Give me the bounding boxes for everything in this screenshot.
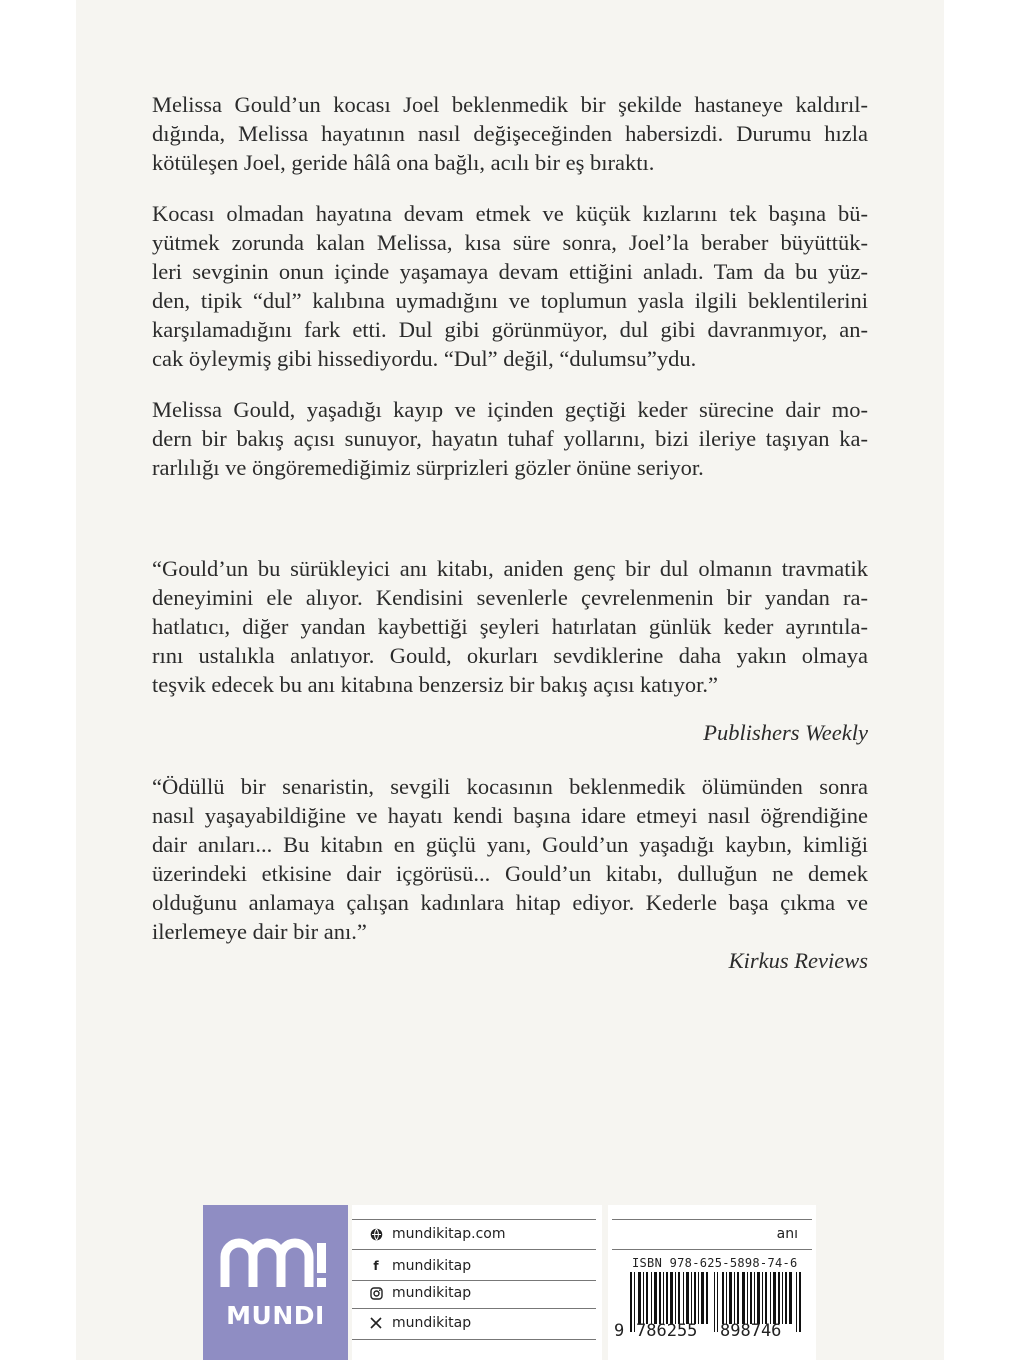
review-source-1: Publishers Weekly xyxy=(703,720,868,745)
text-line: rını ustalıkla anlatıyor. Gould, okurları sevdiklerine daha yakın olmaya xyxy=(152,643,868,668)
text-line: nasıl yaşayabildiğine ve hayatı kendi başına idare etmeyi nasıl öğrendiğine xyxy=(152,803,868,828)
review-quote-2 xyxy=(152,772,868,946)
x-link[interactable] xyxy=(368,1309,471,1337)
text-line: den, tipik “dul” kalıbına uymadığını ve toplumun yasla ilgili beklentilerini xyxy=(152,288,868,313)
divider xyxy=(352,1339,596,1340)
text-line: leri sevginin onun içinde yaşamaya devam ettiğini anladı. Tam da bu yüz- xyxy=(152,259,868,284)
facebook-text: mundikitap xyxy=(392,1258,472,1274)
barcode-panel xyxy=(608,1205,816,1360)
text-line: ilerlemeye dair bir anı.” xyxy=(152,919,367,944)
publisher-logo xyxy=(203,1205,348,1360)
text-line: rarlılığı ve öngöremediğimiz sürprizleri gözler önüne seriyor. xyxy=(152,455,704,480)
mundi-logo-mark-icon xyxy=(203,1205,348,1295)
instagram-icon xyxy=(368,1285,384,1301)
text-line: yütmek zorunda kalan Melissa, kısa süre sonra, Joel’la beraber büyüttük- xyxy=(152,230,868,255)
facebook-icon: f xyxy=(373,1259,379,1273)
text-line: dair anıları... Bu kitabın en güçlü yanı, Gould’un yaşadığı kaybın, kimliği xyxy=(152,832,868,857)
facebook-link[interactable] xyxy=(368,1252,471,1280)
barcode-digits-left: 786255 xyxy=(636,1321,698,1341)
book-category: anı xyxy=(776,1226,798,1242)
review-source-2: Kirkus Reviews xyxy=(728,948,868,973)
globe-icon xyxy=(368,1226,384,1242)
text-line: “Ödüllü bir senaristin, sevgili kocasının beklenmedik ölümünden sonra xyxy=(152,774,868,799)
isbn-label: ISBN 978-625-5898-74-6 xyxy=(632,1256,798,1270)
instagram-link[interactable] xyxy=(368,1279,471,1307)
text-line: üzerindeki etkisine dair içgörüsü... Gould’un kitabı, dulluğun ne demek xyxy=(152,861,868,886)
text-line: kötüleşen Joel, geride hâlâ ona bağlı, acılı bir eş bıraktı. xyxy=(152,150,655,175)
description-paragraph-3 xyxy=(152,395,868,482)
text-line: teşvik edecek bu anı kitabına benzersiz bir bakış açısı katıyor.” xyxy=(152,672,719,697)
text-line: deneyimini ele alıyor. Kendisini sevenlerle çevrelenmenin bir yandan ra- xyxy=(152,585,868,610)
divider xyxy=(612,1219,812,1220)
divider xyxy=(352,1249,596,1250)
instagram-text: mundikitap xyxy=(392,1285,472,1301)
x-icon xyxy=(368,1315,384,1331)
barcode-first-digit: 9 xyxy=(614,1321,625,1341)
website-link[interactable] xyxy=(368,1220,505,1248)
x-text: mundikitap xyxy=(392,1315,472,1331)
text-line: karşılamadığını fark etti. Dul gibi görünmüyor, dul gibi davranmıyor, an- xyxy=(152,317,868,342)
text-line: hatlatıcı, diğer yandan kaybettiği şeyleri hatırlatan günlük keder ayrıntıla- xyxy=(152,614,868,639)
description-paragraph-1 xyxy=(152,90,868,177)
barcode-digits-right: 898746 xyxy=(720,1321,782,1341)
divider xyxy=(612,1249,812,1250)
text-line: dern bir bakış açısı sunuyor, hayatın tuhaf yollarını, bizi ileriye taşıyan ka- xyxy=(152,426,868,451)
text-line: olduğunu anlamaya çalışan kadınlara hitap ediyor. Kederle başa çıkma ve xyxy=(152,890,868,915)
description-paragraph-2 xyxy=(152,199,868,373)
publisher-name: MUNDI xyxy=(226,1301,325,1330)
text-line: Kocası olmadan hayatına devam etmek ve küçük kızlarını tek başına bü- xyxy=(152,201,868,226)
text-line: “Gould’un bu sürükleyici anı kitabı, aniden genç bir dul olmanın travmatik xyxy=(152,556,868,581)
publisher-links xyxy=(352,1205,602,1360)
text-line: dığında, Melissa hayatının nasıl değişeceğinden habersizdi. Durumu hızla xyxy=(152,121,868,146)
text-line: Melissa Gould’un kocası Joel beklenmedik bir şekilde hastaneye kaldırıl- xyxy=(152,92,868,117)
text-line: Melissa Gould, yaşadığı kayıp ve içinden geçtiği keder sürecine dair mo- xyxy=(152,397,868,422)
website-text: mundikitap.com xyxy=(392,1226,506,1242)
review-quote-1 xyxy=(152,554,868,699)
text-line: cak öyleymiş gibi hissediyordu. “Dul” değil, “dulumsu”ydu. xyxy=(152,346,697,371)
